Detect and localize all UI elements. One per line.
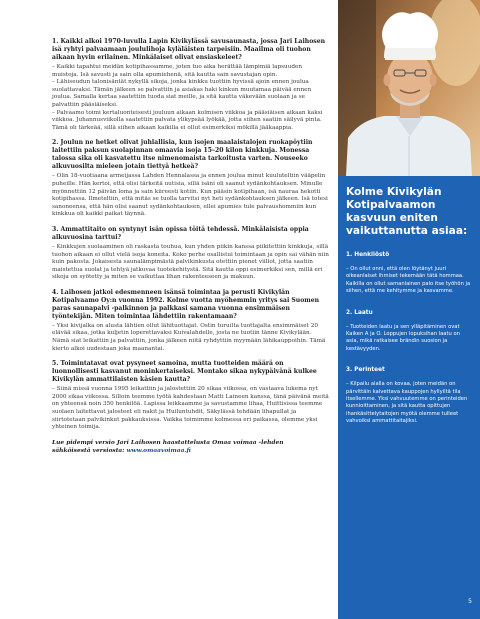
sidebar-point-3 [346,367,471,425]
question-2: 2. Joulun ne hetket olivat juhlallisia, kun isojen maalaistalojen ruokapöytiin laitettiin paksun suolapinnan omaavia isoja 15–20 kilon kinkkuja. Monessa talossa sika oli kasvatettu itse nimenomaista tarkoitusta varten. Nouseeko alkuvuosilta mieleen jotain tiettyä hetkeä? [52,139,313,171]
article-footer [52,439,330,455]
sidebar-point-1-text: – On ollut onni, että olen löytänyt juuri oikeanlaiset ihmiset tekemään tätä hommaa. Kaikilla on ollut samanlainen palo itse työhön ja siihen, että me kehitymme ja kasvamme. [346,266,471,295]
sidebar-point-2-title: 2. Laatu [346,309,373,316]
footer-line-1: Lue pidempi versio Jari Laihosen haastattelusta Omaa voimaa -lehden [52,438,284,446]
question-3: 3. Ammattitaito on syntynyt isän opissa töitä tehdessä. Minkälaisista oppia alkuvuosina tarttui? [52,225,309,241]
sidebar-point-3-title: 3. Perinteet [346,367,385,374]
sidebar-content [346,186,471,440]
question-5: 5. Toimintatavat ovat pysyneet samoina, mutta tuotteiden määrä on luonnollisesti kasvanut moninkertaiseksi. Montako sikaa nykypäivänä kulkee Kivikylän ammattilaisten käsien kautta? [52,360,317,384]
sidebar-panel [338,176,480,619]
sidebar-point-3-text: – Kilpailu alalla on kovaa, joten meidän on pärvittäin kalvettava kauppojen hyllyiltä tila itsellemme. Yksi vahvuutemme on perinteiden kunnioittaminen, ja sitä kautta opittujen ihankäsittelytaitojen myötä olemme tulleet vahvoiksi ammattitaitajiksi. [346,381,468,425]
sidebar-point-1 [346,252,471,296]
sidebar-point-2-text: – Tuotteiden laatu ja sen ylläpitäminen ovat Kaiken A ja O. Loppujen lopuksihan laatu on asia, mikä ratkaisee brändin suosion ja kestävyyden. [346,323,460,352]
answer-1: – Kaikki tapahtui meidän kotipihassamme, joten tuo aika herättää lämpimiä lapsuuden muistoja. Isä savusti ja sain olla apumiehenä, sitä kautta sain savustajan opin. – Lähiseudun talonisäntät nykyllä sikoja, jonka kinkku tuottiin hyvissä ajoin ennen joulua suolattavaksi. Tämän jälkeen se palvattiin ja asiakas haki kinkun muutamaa päivää ennen joulua. Samalla kertaa saatettiin tuoda siat meille, ja sitä kautta väkevään suolaan ja se palvattiin pääsiäiseksi. – Palvaamo toimi kertaluonteisesti jouluun aikaan kolmisen viikkoa ja pääsiäisen aikaan kaksi viikkoa. Juhannusviikolla saatettiin palvata ylikypsää lyökää, jotta siihen saatiin säilyvä pinta. Tämä oli tärkeää, sillä siihen aikaan kaikilla ei ollut esimerkiksi mökillä jääkaappia. [52,64,323,131]
answer-5: – Siinä missä vuonna 1995 leikattiin ja jalostettiin 20 sikaa viikossa, on vastaava lukema nyt 2000 sikaa viikossa. Silloin teemme työtä kahdestaan Matti Laineen kanssa, tänä päivänä meitä on yhteensä noin 350 henkilöä. Lapissa leikkaamme ja savustamme lihaa, Huittisissa teemme suolaen laitettavat jalosteet eli nakit ja Huiluntuhdit, Säkylässä tehdään lihapullat ja siirtotetaan palvikinkut pakkauksissa. Vaikka toimimme kolmessa eri paikassa, olemme yksi yhteinen toimija. [52,386,329,431]
footer-url-link[interactable]: www.omaavoimaa.fi [126,446,191,454]
interview-article [52,38,330,455]
chef-photo [338,0,480,176]
question-1: 1. Kaikki alkoi 1970-luvulla Lapin Kivikylässä savusaunasta, jossa Jari Laihosen isä ryhtyi palvaamaan joululihoja kyläläisten tarpeisiin. Maailma oli tuohon aikaan hyvin erilainen. Minkälaiset olivat ensiaskeleet? [52,38,326,61]
footer-line-2 [52,447,330,455]
sidebar-point-1-title: 1. Henkilöstö [346,252,390,258]
qa-item-1 [52,38,330,132]
qa-item-4 [52,289,330,353]
footer-prefix: sähköisestä versiosta: [52,446,127,454]
answer-3: – Kinkkujen suolaaminen oli raskasta touhua, kun yhden piikin kanssa piikitettiin kinkkuja, sillä tuohon aikaan ei ollut vielä isoja koneita. Koko perhe osallistui toimintaan ja opin sai vähän niin kuin pakosta. Jokaisesta saunalämpimästä palvikinkusta otettiin pienet viillot, jotta saatiin maistettua suolat ja tehtyä jatkuvaa tuotekehitystä. Sitä kautta oppi esimerkiksi sen, millä eri sikoja on syötetty ja miten se vaikuttaa lihan rakenteeseen ja makuun. [52,243,329,281]
sidebar-title: Kolme Kivikylän Kotipalvaamon kasvuun eniten vaikuttanutta asiaa: [346,186,468,237]
qa-item-2 [52,139,330,219]
chef-photo-illustration [338,0,480,176]
qa-item-3 [52,226,330,282]
answer-4: – Yksi kivijalka on alusta lähtien ollut lähituottajat. Ostin turuilta tuottajalta ensimmäiset 20 elävää sikaa, jotka kuljetin loperettavaksi Kuivalahdelle, josta ne tuotiin tänne Kivikylään. Nämä siat leikattiin ja palvattiin, jonka jälkeen niitä ryhdyttiin myymään lähikauppoihin. Tämä kierto alkoi uudestaan joka maanantai. [52,322,326,352]
question-4: 4. Laihosen jatkoi edesmenneen isänsä toimintaa ja perusti Kivikylän Kotipalvaamo Oy:n vuonna 1992. Kolme vuotta myöhemmin yritys sai Suomen paras saunapalvi -palkinnon ja palkkasi samana vuonna ensimmäisen työntekijän. Miten toimintaa lähdettiin rakentamaan? [52,288,320,320]
page-number: 5 [468,598,472,605]
qa-item-5 [52,360,330,432]
answer-2: – Olin 18-vuotiaana armeijassa Lahden Hennalassa ja ennen joulua minut kuuluteltiin vääpelin puheille. Hän kertoi, että olisi tärkeitä uutisia, sillä isäni oli saanut sydänkohtauksen. Minulle myönnettiin 12 päivän loma ja sain kiireesti kotiin. Kun pääsin kotipihaan, isä nauraa hekotti kotipihassa. Ilmeteltiin, että mitäs se tuolla tarvitsi nyt heti sydänkohtauksen jälkeen. Isä totesi sanoneensa, että hän olisi saanut sydänkohtauksen, ellei apumies tule palvaushommiin kun kinkkua oli kaikki paikat täynnä. [52,173,328,218]
sidebar-point-2 [346,310,471,354]
